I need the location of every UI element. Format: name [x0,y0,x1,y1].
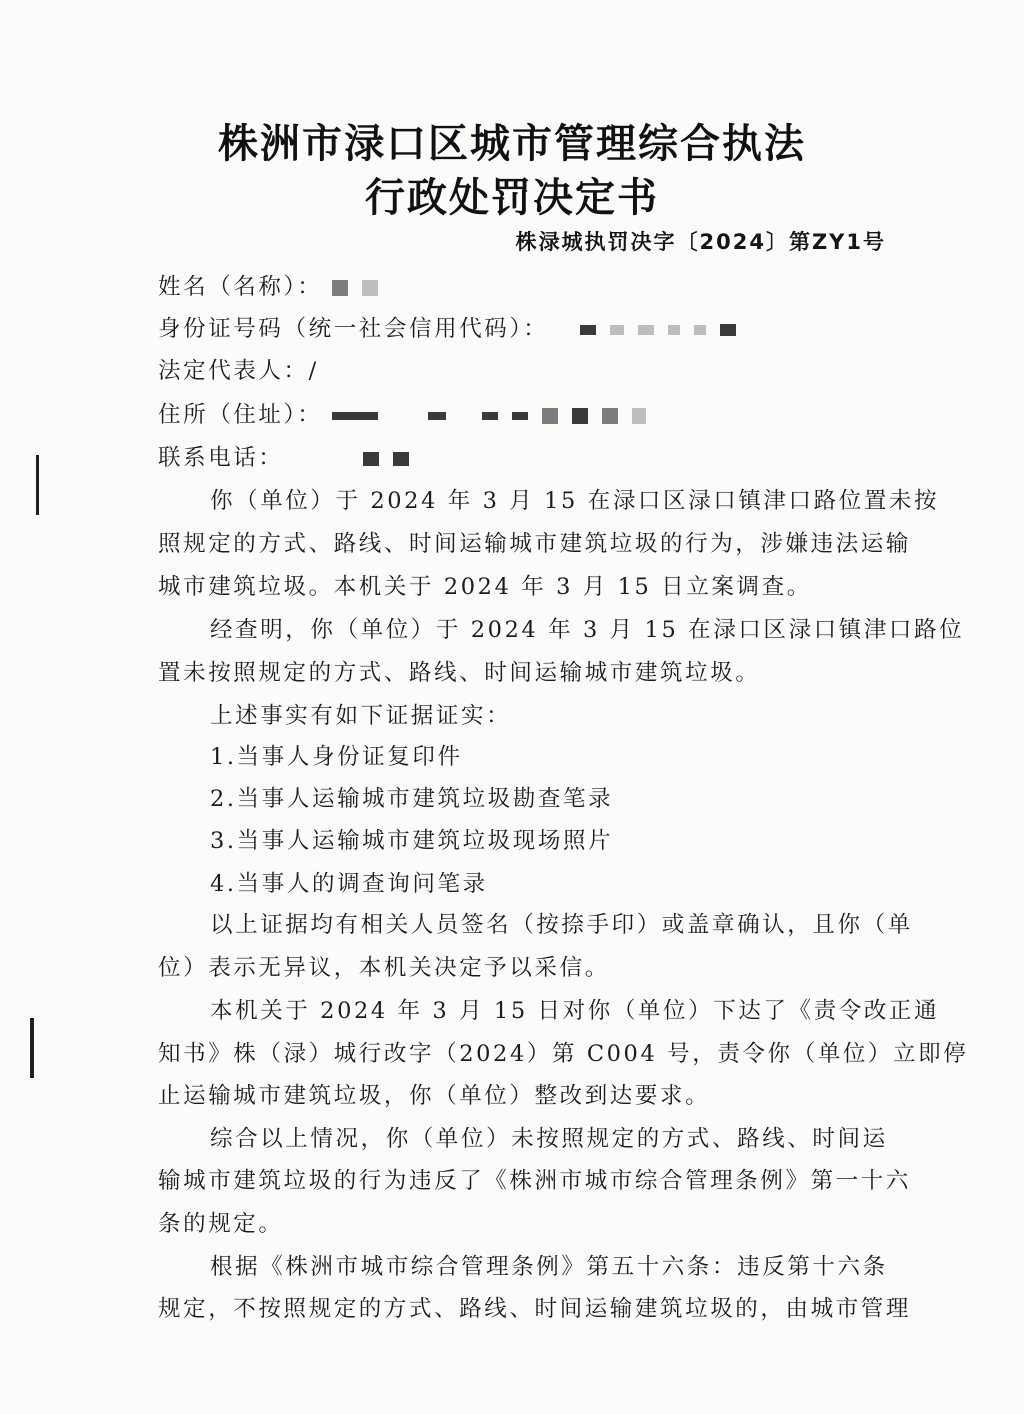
body-line: 根据《株洲市城市综合管理条例》第五十六条：违反第十六条 [210,1254,888,1280]
binding-mark-bottom [30,1018,34,1078]
redacted-name-block [362,280,378,296]
document-title-line2: 行政处罚决定书 [365,175,659,221]
redacted-address-block [332,412,378,420]
body-line: 条的规定。 [158,1211,284,1237]
redacted-address-block [482,412,498,420]
redacted-address-block [542,408,558,424]
address-label: 住所（住址）： [158,402,323,428]
redacted-id-block [694,325,706,335]
evidence-item: 1.当事人身份证复印件 [210,744,463,770]
redacted-address-block [602,408,618,424]
body-line: 本机关于 2024 年 3 月 15 日对你（单位）下达了《责令改正通 [210,998,940,1024]
body-line: 规定，不按照规定的方式、路线、时间运输建筑垃圾的，由城市管理 [158,1296,912,1322]
redacted-phone-block [393,452,409,466]
redacted-id-block [610,325,624,335]
redacted-address-block [632,408,646,424]
address-row [158,404,660,427]
body-line: 城市建筑垃圾。本机关于 2024 年 3 月 15 日立案调查。 [158,574,812,600]
redacted-name-block [332,280,348,296]
party-id-label: 身份证号码（统一社会信用代码）： [158,316,549,342]
redacted-id-block [638,325,654,335]
redacted-id-block [580,325,596,335]
document-number: 株渌城执罚决字〔2024〕第ZY1号 [515,230,886,254]
body-line: 上述事实有如下证据证实： [210,703,512,729]
body-line: 止运输城市建筑垃圾，你（单位）整改到达要求。 [158,1083,711,1109]
body-line: 照规定的方式、路线、时间运输城市建筑垃圾的行为，涉嫌违法运输 [158,531,912,557]
evidence-item: 3.当事人运输城市建筑垃圾现场照片 [210,828,614,854]
evidence-item: 2.当事人运输城市建筑垃圾勘查笔录 [210,786,614,812]
legal-rep-value: / [308,358,319,384]
legal-rep-label: 法定代表人： [158,358,309,384]
phone-row [158,447,423,470]
body-line: 经查明，你（单位）于 2024 年 3 月 15 在渌口区渌口镇津口路位 [210,617,965,643]
party-id-row [158,318,750,341]
party-name-row [158,276,392,299]
body-line: 以上证据均有相关人员签名（按捺手印）或盖章确认，且你（单 [210,912,913,938]
body-line: 输城市建筑垃圾的行为违反了《株洲市城市综合管理条例》第一十六 [158,1168,912,1194]
legal-rep-row [158,360,319,383]
redacted-id-block [668,325,680,335]
body-line: 位）表示无异议，本机关决定予以采信。 [158,955,610,981]
phone-label: 联系电话： [158,445,284,471]
redacted-address-block [512,412,528,420]
redacted-address-block [428,412,446,420]
body-line: 置未按照规定的方式、路线、时间运输城市建筑垃圾。 [158,660,761,686]
redacted-address-block [572,408,588,424]
document-title-line1: 株洲市渌口区城市管理综合执法 [218,121,806,167]
evidence-item: 4.当事人的调查询问笔录 [210,871,488,897]
body-line: 知书》株（渌）城行改字（2024）第 C004 号，责令你（单位）立即停 [158,1041,969,1067]
binding-mark-top [36,455,39,515]
body-line: 综合以上情况，你（单位）未按照规定的方式、路线、时间运 [210,1126,888,1152]
party-name-label: 姓名（名称）： [158,274,323,300]
body-line: 你（单位）于 2024 年 3 月 15 在渌口区渌口镇津口路位置未按 [210,488,940,514]
redacted-phone-block [363,452,379,466]
redacted-id-block [720,324,736,336]
